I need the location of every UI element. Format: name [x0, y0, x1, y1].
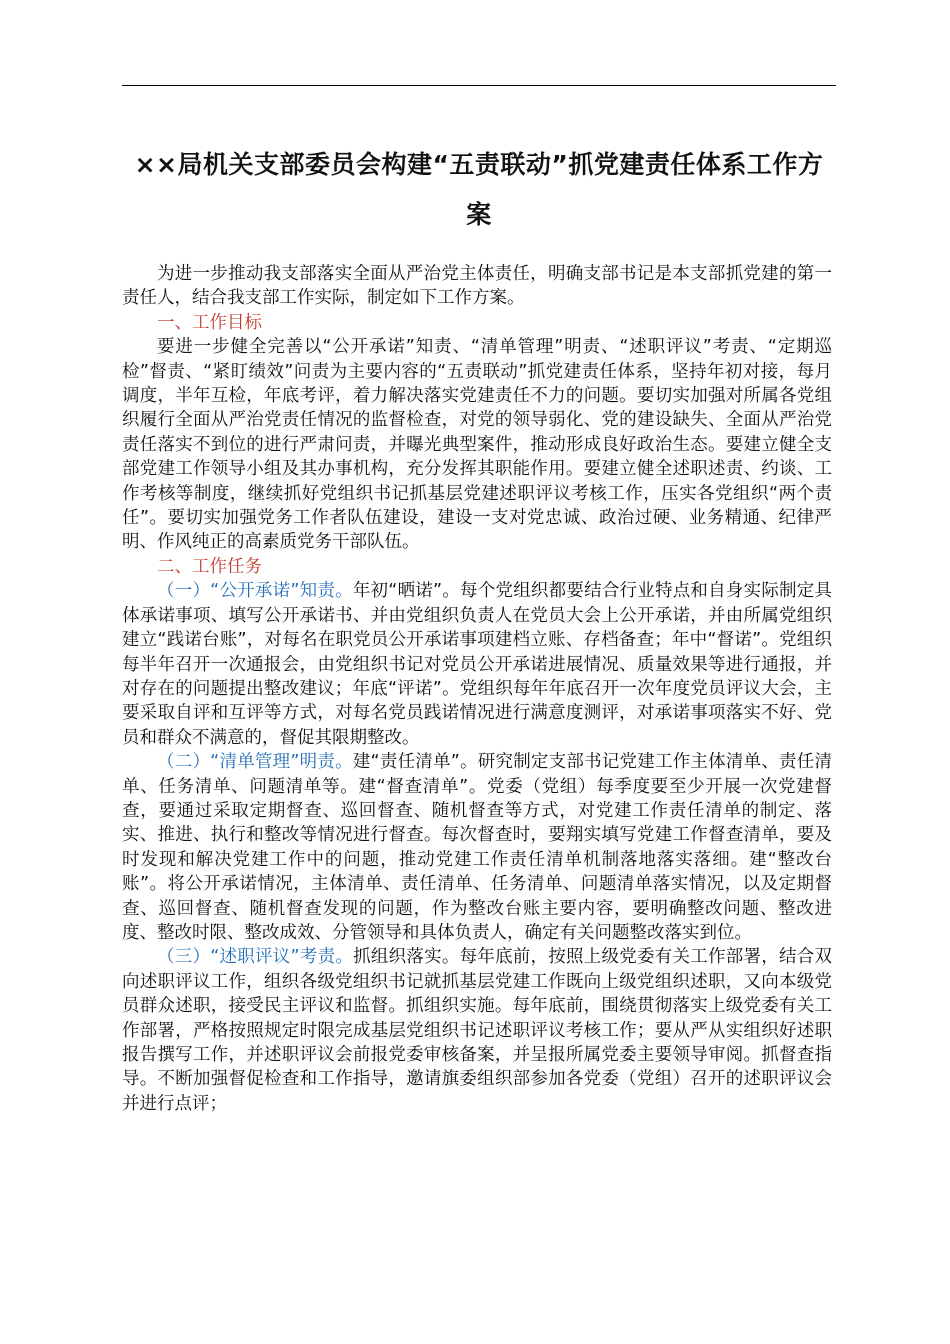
document-body — [122, 262, 832, 1116]
intro-paragraph: 为进一步推动我支部落实全面从严治党主体责任，明确支部书记是本支部抓党建的第一责任人，结合我支部工作实际，制定如下工作方案。 — [122, 264, 832, 309]
section-heading-tasks-text: 二、工作任务 — [157, 556, 262, 577]
task-label-1: （一）“公开承诺”知责。 — [157, 581, 353, 602]
task-paragraph-3 — [122, 945, 832, 1116]
section-heading-tasks — [122, 555, 832, 579]
document-title: ××局机关支部委员会构建“五责联动”抓党建责任体系工作方案 — [134, 150, 824, 229]
section-heading-goals — [122, 311, 832, 335]
goals-paragraph: 要进一步健全完善以“公开承诺”知责、“清单管理”明责、“述职评议”考责、“定期巡检”督责、“紧盯绩效”问责为主要内容的“五责联动”抓党建责任体系，坚持年初对接，每月调度，半年互检，年底考评，着力解决落实党建责任不力的问题。要切实加强对所属各党组织履行全面从严治党责任情况的监督检查，对党的领导弱化、党的建设缺失、全面从严治党责任落实不到位的进行严肃问责，并曝光典型案件，推动形成良好政治生态。要建立健全支部党建工作领导小组及其办事机构，充分发挥其职能作用。要建立健全述职述责、约谈、工作考核等制度，继续抓好党组织书记抓基层党建述职评议考核工作，压实各党组织“两个责任”。要切实加强党务工作者队伍建设，建设一支对党忠诚、政治过硬、业务精通、纪律严明、作风纯正的高素质党务干部队伍。 — [122, 337, 832, 553]
section-heading-goals-text: 一、工作目标 — [157, 312, 262, 333]
task-text-2: 建“责任清单”。研究制定支部书记党建工作主体清单、责任清单、任务清单、问题清单等。建“督查清单”。党委（党组）每季度要至少开展一次党建督查，要通过采取定期督查、巡回督查、随机督查等方式，对党建工作责任清单的制定、落实、推进、执行和整改等情况进行督查。每次督查时，要翔实填写党建工作督查清单，要及时发现和解决党建工作中的问题，推动党建工作责任清单机制落地落实落细。建“整改台账”。将公开承诺情况，主体清单、责任清单、任务清单、问题清单落实情况，以及定期督查、巡回督查、随机督查发现的问题，作为整改台账主要内容，要明确整改问题、整改进度、整改时限、整改成效、分管领导和具体负责人，确定有关问题整改落实到位。 — [122, 752, 832, 943]
task-text-3: 抓组织落实。每年底前，按照上级党委有关工作部署，结合双向述职评议工作，组织各级党组织书记就抓基层党建工作既向上级党组织述职，又向本级党员群众述职，接受民主评议和监督。抓组织实施。每年底前，围绕贯彻落实上级党委有关工作部署，严格按照规定时限完成基层党组织书记述职评议考核工作；要从严从实组织好述职报告撰写工作，并述职评议会前报党委审核备案，并呈报所属党委主要领导审阅。抓督查指导。不断加强督促检查和工作指导，邀请旗委组织部参加各党委（党组）召开的述职评议会并进行点评； — [122, 947, 832, 1114]
task-text-1: 年初“晒诺”。每个党组织都要结合行业特点和自身实际制定具体承诺事项、填写公开承诺书、并由党组织负责人在党员大会上公开承诺，并由所属党组织建立“践诺台账”，对每名在职党员公开承诺事项建档立账、存档备查；年中“督诺”。党组织每半年召开一次通报会，由党组织书记对党员公开承诺进展情况、质量效果等进行通报，并对存在的问题提出整改建议；年底“评诺”。党组织每年年底召开一次年度党员评议大会，主要采取自评和互评等方式，对每名党员践诺情况进行满意度测评，对承诺事项落实不好、党员和群众不满意的，督促其限期整改。 — [122, 581, 832, 748]
header-rule — [122, 85, 836, 86]
task-label-3: （三）“述职评议”考责。 — [157, 947, 354, 968]
task-paragraph-1 — [122, 579, 832, 750]
task-label-2: （二）“清单管理”明责。 — [157, 752, 353, 773]
task-paragraph-2 — [122, 750, 832, 945]
